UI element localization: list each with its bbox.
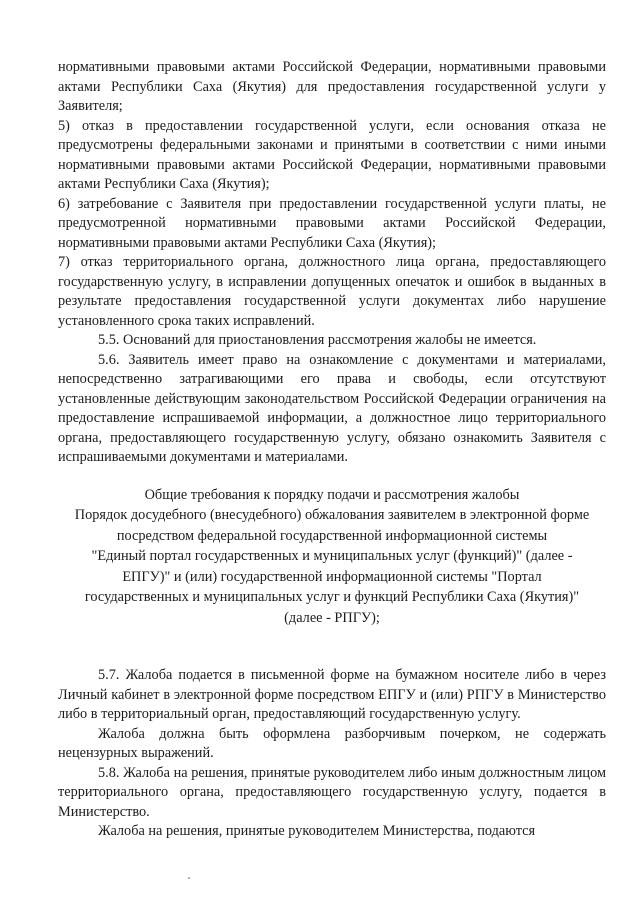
heading-line: посредством федеральной государственной информационной системы <box>116 527 548 544</box>
paragraph-5-7-requirements: Жалоба должна быть оформлена разборчивым почерком, не содержать нецензурных выражений. <box>58 725 606 761</box>
spacer <box>58 468 606 485</box>
paragraph-5-8: 5.8. Жалоба на решения, принятые руководителем либо иным должностным лицом территориального органа, предоставляющего государственную услугу, подается в Министерство. <box>58 764 606 820</box>
heading-line: Порядок досудебного (внесудебного) обжалования заявителем в электронной форме <box>74 507 590 523</box>
heading-line: государственных и муниципальных услуг и функций Республики Саха (Якутия)" <box>84 589 580 605</box>
paragraph-item-5: 5) отказ в предоставлении государственной услуги, если основания отказа не предусмотрены федеральными законами и принятыми в соответствии с ними иными нормативными правовыми актами Российской Федерации, нормативными правовыми актами Республики Саха (Якутия); <box>58 117 606 192</box>
paragraph-5-8-ministry-head: Жалоба на решения, принятые руководителем Министерства, подаются <box>98 823 536 839</box>
heading-line: ЕПГУ)" и (или) государственной информационной системы "Портал <box>122 568 542 585</box>
heading-line: (далее - РПГУ); <box>284 609 380 626</box>
paragraph-item-6: 6) затребование с Заявителя при предоставлении государственной услуги платы, не предусмотренной нормативными правовыми актами Российской Федерации, нормативными правовыми актами Республики Саха (Якутия); <box>58 195 606 251</box>
heading-line: "Единый портал государственных и муниципальных услуг (функций)" (далее - <box>91 548 573 564</box>
scan-speck <box>188 877 190 879</box>
section-heading <box>58 485 606 629</box>
heading-line: Общие требования к порядку подачи и рассмотрения жалобы <box>144 486 520 503</box>
body-text-bottom <box>58 666 606 842</box>
paragraph-5-5: 5.5. Оснований для приостановления рассмотрения жалобы не имеется. <box>98 332 537 348</box>
body-text-top <box>58 58 606 468</box>
spacer <box>58 628 606 666</box>
paragraph-item-7: 7) отказ территориального органа, должностного лица органа, предоставляющего государственную услугу, в исправлении допущенных опечаток и ошибок в выданных в результате предоставления государственной услуги документах либо нарушение установленного срока таких исправлений. <box>58 254 606 329</box>
document-page <box>58 58 606 842</box>
paragraph-5-7: 5.7. Жалоба подается в письменной форме на бумажном носителе либо в через Личный кабинет в электронной форме посредством ЕПГУ и (или) РПГУ в Министерство либо в территориальный орган, предоставляющий государственную услугу. <box>58 667 606 722</box>
paragraph-5-6: 5.6. Заявитель имеет право на ознакомление с документами и материалами, непосредственно затрагивающими его права и свободы, если отсутствуют установленные действующим законодательством Российской Федерации ограничения на предоставление испрашиваемой информации, а должностное лицо территориального органа, предоставляющего государственную услугу, обязано ознакомить Заявителя с испрашиваемыми документами и материалами. <box>58 351 606 465</box>
paragraph-item-4-tail: нормативными правовыми актами Российской Федерации, нормативными правовыми актами Республики Саха (Якутия) для предоставления государственной услуги у Заявителя; <box>58 59 606 114</box>
